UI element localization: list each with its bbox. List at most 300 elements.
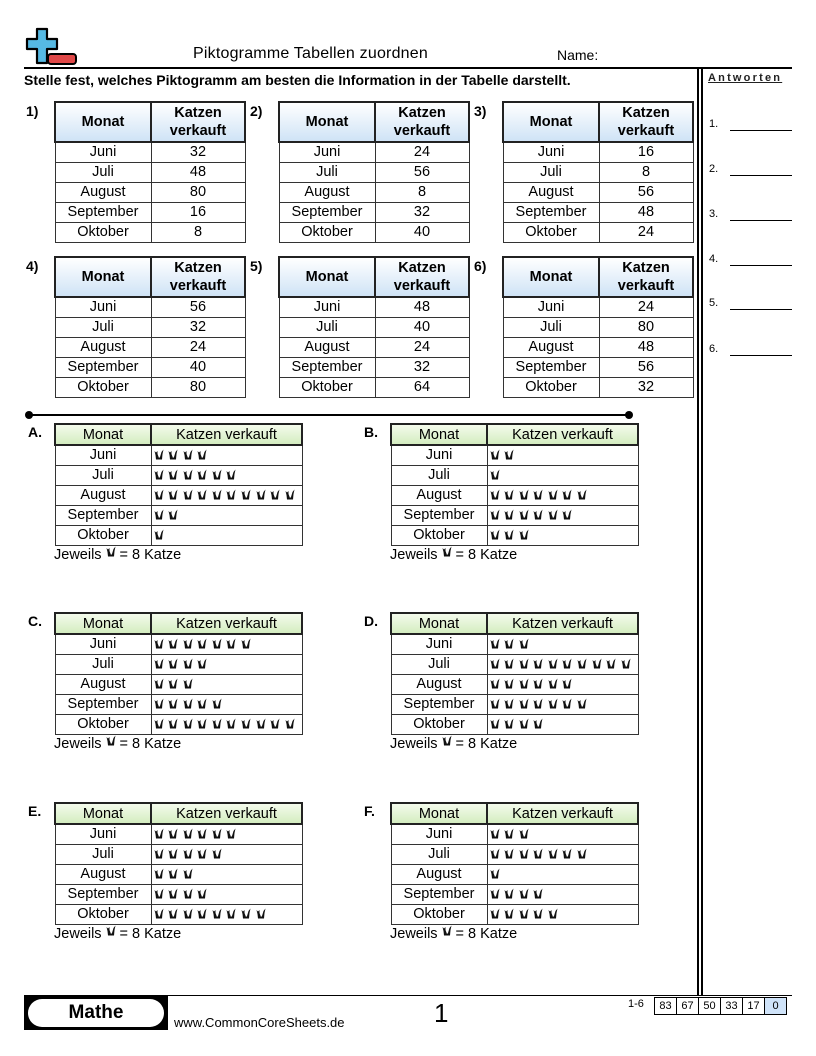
option-label: A. — [28, 424, 42, 440]
month-cell: September — [503, 202, 599, 222]
key-prefix: Jeweils — [54, 926, 102, 942]
cat-icon — [197, 828, 207, 839]
answer-blank[interactable] — [730, 220, 792, 221]
month-cell: Juli — [55, 317, 151, 337]
cat-icon — [168, 888, 178, 899]
table-row — [391, 654, 638, 674]
picto-cell — [151, 884, 302, 904]
table-row — [279, 182, 469, 202]
picto-cell — [151, 485, 302, 505]
cat-icon — [490, 848, 500, 859]
column-header-cats-sold — [599, 102, 693, 142]
table-header-row — [391, 803, 638, 824]
question-number: 5) — [250, 258, 263, 274]
picto-cell — [487, 864, 638, 884]
cat-icon — [154, 529, 164, 540]
data-table — [54, 256, 246, 398]
cat-icon — [183, 848, 193, 859]
value-cell: 24 — [375, 142, 469, 162]
cat-icon — [490, 638, 500, 649]
cat-icon — [533, 908, 543, 919]
month-cell: September — [391, 505, 487, 525]
cat-icon — [168, 868, 178, 879]
month-cell: Oktober — [503, 377, 599, 397]
question-number: 3) — [474, 103, 487, 119]
cat-icon — [154, 469, 164, 480]
cat-icon — [256, 908, 266, 919]
value-cell: 16 — [151, 202, 245, 222]
value-cell: 56 — [151, 297, 245, 317]
table-row — [55, 162, 245, 182]
cat-icon — [504, 449, 514, 460]
cat-icon — [183, 489, 193, 500]
key-suffix: = 8 Katze — [455, 547, 518, 563]
table-header-row — [279, 102, 469, 142]
column-header-cats-sold — [151, 257, 245, 297]
question-number: 1) — [26, 103, 39, 119]
cat-icon — [197, 718, 207, 729]
cat-icon — [197, 638, 207, 649]
cat-icon — [154, 868, 164, 879]
cat-icon — [168, 828, 178, 839]
site-url: www.CommonCoreSheets.de — [174, 1015, 345, 1030]
table-row — [391, 694, 638, 714]
cat-icon — [270, 489, 280, 500]
pictograph-table — [54, 612, 303, 735]
value-cell: 40 — [151, 357, 245, 377]
value-cell: 48 — [599, 202, 693, 222]
picto-cell — [151, 465, 302, 485]
month-cell: September — [391, 694, 487, 714]
cat-icon — [154, 678, 164, 689]
month-cell: Oktober — [503, 222, 599, 242]
column-header-cats-sold: Katzen verkauft — [487, 803, 638, 824]
month-cell: Juni — [391, 634, 487, 654]
value-cell: 64 — [375, 377, 469, 397]
cat-icon — [548, 509, 558, 520]
table-row — [55, 674, 302, 694]
cat-icon — [154, 718, 164, 729]
table-row — [55, 525, 302, 545]
cat-icon — [168, 449, 178, 460]
cat-icon — [226, 908, 236, 919]
answer-blank[interactable] — [730, 265, 792, 266]
table-row — [55, 377, 245, 397]
pictograph-table — [390, 612, 639, 735]
table-row — [279, 142, 469, 162]
cat-icon — [592, 658, 602, 669]
cat-icon — [197, 489, 207, 500]
score-cell: 67 — [676, 997, 699, 1015]
month-cell: Juni — [279, 142, 375, 162]
answer-blank[interactable] — [730, 309, 792, 310]
table-row — [55, 634, 302, 654]
answer-blank[interactable] — [730, 175, 792, 176]
picto-cell — [487, 654, 638, 674]
month-cell: Juni — [279, 297, 375, 317]
picto-cell — [151, 904, 302, 924]
table-header-row — [55, 257, 245, 297]
picto-cell — [487, 884, 638, 904]
picto-cell — [151, 694, 302, 714]
month-cell: Oktober — [391, 904, 487, 924]
cat-icon — [168, 848, 178, 859]
cat-icon — [562, 509, 572, 520]
month-cell: Oktober — [55, 377, 151, 397]
pictograph-key — [54, 546, 181, 563]
table-header-row — [391, 613, 638, 634]
month-cell: Oktober — [55, 904, 151, 924]
month-cell: August — [391, 864, 487, 884]
picto-cell — [487, 465, 638, 485]
cat-icon — [533, 489, 543, 500]
page-number: 1 — [434, 998, 449, 1028]
value-cell: 8 — [375, 182, 469, 202]
picto-cell — [487, 485, 638, 505]
month-cell: September — [55, 694, 151, 714]
cat-icon — [490, 718, 500, 729]
cat-icon — [183, 678, 193, 689]
month-cell: September — [279, 202, 375, 222]
table-row — [503, 297, 693, 317]
column-header-month: Monat — [55, 257, 151, 297]
instructions: Stelle fest, welches Piktogramm am besten die Information in der Tabelle darstellt. — [24, 72, 571, 88]
key-prefix: Jeweils — [54, 736, 102, 752]
cat-icon — [168, 698, 178, 709]
cat-icon — [212, 469, 222, 480]
cat-icon — [504, 828, 514, 839]
column-header-month: Monat — [55, 424, 151, 445]
month-cell: August — [279, 337, 375, 357]
month-cell: Juli — [503, 317, 599, 337]
picto-cell — [487, 844, 638, 864]
answer-row — [709, 297, 729, 309]
table-row — [391, 904, 638, 924]
answer-number: 1. — [709, 118, 719, 130]
answer-number: 5. — [709, 297, 719, 309]
cat-icon — [490, 658, 500, 669]
cat-icon — [212, 908, 222, 919]
cat-icon — [533, 658, 543, 669]
answer-column-divider — [697, 67, 703, 996]
cat-icon — [154, 828, 164, 839]
column-header-month: Monat — [279, 102, 375, 142]
header-line: verkauft — [617, 278, 675, 294]
cat-icon — [490, 908, 500, 919]
month-cell: Juli — [279, 162, 375, 182]
subject-badge — [24, 996, 168, 1030]
cat-icon — [168, 678, 178, 689]
cat-icon — [183, 449, 193, 460]
picto-cell — [487, 694, 638, 714]
cat-icon — [504, 908, 514, 919]
header-line: verkauft — [393, 123, 451, 139]
cat-icon — [562, 658, 572, 669]
key-prefix: Jeweils — [54, 547, 102, 563]
table-row — [55, 337, 245, 357]
table-row — [279, 337, 469, 357]
cat-icon — [548, 698, 558, 709]
cat-icon — [285, 489, 295, 500]
cat-icon — [504, 718, 514, 729]
picto-cell — [487, 634, 638, 654]
table-row — [279, 297, 469, 317]
cat-icon — [533, 888, 543, 899]
cat-icon — [168, 469, 178, 480]
column-header-month: Monat — [391, 424, 487, 445]
table-row — [55, 485, 302, 505]
cat-icon — [533, 698, 543, 709]
cat-icon — [490, 449, 500, 460]
table-row — [503, 377, 693, 397]
month-cell: Juli — [279, 317, 375, 337]
month-cell: August — [55, 674, 151, 694]
option-label: C. — [28, 613, 42, 629]
option-label: E. — [28, 803, 42, 819]
cat-icon — [577, 489, 587, 500]
header-line: verkauft — [393, 278, 451, 294]
column-header-cats-sold: Katzen verkauft — [487, 613, 638, 634]
cat-icon — [490, 828, 500, 839]
cat-icon — [154, 888, 164, 899]
cat-icon — [504, 698, 514, 709]
table-row — [279, 222, 469, 242]
cat-icon — [548, 848, 558, 859]
value-cell: 32 — [375, 357, 469, 377]
cat-icon — [183, 888, 193, 899]
month-cell: August — [503, 337, 599, 357]
cat-icon — [212, 828, 222, 839]
table-row — [391, 445, 638, 465]
column-header-month: Monat — [55, 613, 151, 634]
cat-icon — [577, 848, 587, 859]
cat-icon — [562, 678, 572, 689]
cat-icon — [154, 848, 164, 859]
cat-icon — [154, 638, 164, 649]
key-suffix: = 8 Katze — [119, 547, 182, 563]
cat-icon — [504, 509, 514, 520]
key-suffix: = 8 Katze — [119, 926, 182, 942]
picto-cell — [151, 674, 302, 694]
pictograph-table — [54, 802, 303, 925]
cat-icon — [183, 638, 193, 649]
cat-icon — [504, 638, 514, 649]
cat-icon — [197, 848, 207, 859]
column-header-cats-sold — [151, 102, 245, 142]
table-row — [279, 377, 469, 397]
cat-icon — [504, 848, 514, 859]
cat-icon — [490, 529, 500, 540]
table-row — [55, 142, 245, 162]
pictograph-key — [54, 925, 181, 942]
cat-icon — [442, 925, 452, 936]
month-cell: September — [503, 357, 599, 377]
month-cell: September — [391, 884, 487, 904]
pictograph-table — [54, 423, 303, 546]
table-row — [503, 357, 693, 377]
score-table — [655, 997, 787, 1015]
answer-blank[interactable] — [730, 355, 792, 356]
value-cell: 24 — [375, 337, 469, 357]
cat-icon — [183, 718, 193, 729]
cat-icon — [197, 449, 207, 460]
picto-cell — [487, 824, 638, 844]
score-cell: 17 — [742, 997, 765, 1015]
cat-icon — [504, 658, 514, 669]
column-header-cats-sold: Katzen verkauft — [151, 613, 302, 634]
cat-icon — [226, 718, 236, 729]
cat-icon — [197, 469, 207, 480]
cat-icon — [154, 698, 164, 709]
answer-blank[interactable] — [730, 130, 792, 131]
value-cell: 48 — [151, 162, 245, 182]
pictograph-key — [390, 925, 517, 942]
table-row — [55, 824, 302, 844]
cat-icon — [490, 489, 500, 500]
score-cell: 33 — [720, 997, 743, 1015]
table-row — [55, 694, 302, 714]
picto-cell — [151, 525, 302, 545]
cat-icon — [197, 908, 207, 919]
divider-dot — [625, 411, 633, 419]
table-row — [55, 714, 302, 734]
cat-icon — [183, 469, 193, 480]
table-row — [55, 202, 245, 222]
cat-icon — [168, 509, 178, 520]
value-cell: 56 — [375, 162, 469, 182]
answer-number: 6. — [709, 343, 719, 355]
cat-icon — [154, 509, 164, 520]
table-row — [55, 904, 302, 924]
cat-icon — [533, 509, 543, 520]
table-row — [391, 505, 638, 525]
cat-icon — [168, 658, 178, 669]
table-row — [55, 465, 302, 485]
value-cell: 32 — [599, 377, 693, 397]
section-divider — [28, 414, 630, 416]
cat-icon — [106, 925, 116, 936]
picto-cell — [151, 654, 302, 674]
cat-icon — [562, 698, 572, 709]
pictograph-table — [390, 802, 639, 925]
score-cell: 50 — [698, 997, 721, 1015]
month-cell: Juli — [391, 465, 487, 485]
month-cell: August — [279, 182, 375, 202]
value-cell: 24 — [599, 297, 693, 317]
column-header-month: Monat — [279, 257, 375, 297]
answers-title: Antworten — [708, 72, 783, 84]
value-cell: 32 — [375, 202, 469, 222]
value-cell: 8 — [599, 162, 693, 182]
table-row — [391, 525, 638, 545]
table-row — [279, 357, 469, 377]
column-header-month: Monat — [503, 102, 599, 142]
data-table — [278, 256, 470, 398]
month-cell: September — [55, 357, 151, 377]
table-row — [391, 485, 638, 505]
question-number: 2) — [250, 103, 263, 119]
subject-label: Mathe — [28, 999, 164, 1027]
cat-icon — [226, 828, 236, 839]
cat-icon — [548, 489, 558, 500]
cat-icon — [533, 678, 543, 689]
column-header-month: Monat — [391, 613, 487, 634]
month-cell: August — [55, 337, 151, 357]
table-header-row — [503, 102, 693, 142]
month-cell: Juni — [55, 297, 151, 317]
table-row — [55, 222, 245, 242]
table-header-row — [279, 257, 469, 297]
header-line: Katzen — [174, 105, 222, 121]
cat-icon — [519, 848, 529, 859]
cat-icon — [490, 888, 500, 899]
cat-icon — [241, 489, 251, 500]
value-cell: 48 — [375, 297, 469, 317]
column-header-cats-sold: Katzen verkauft — [151, 424, 302, 445]
key-suffix: = 8 Katze — [455, 736, 518, 752]
answer-row — [709, 253, 729, 265]
month-cell: Juni — [391, 824, 487, 844]
month-cell: Juni — [55, 142, 151, 162]
column-header-month: Monat — [55, 102, 151, 142]
month-cell: Juli — [503, 162, 599, 182]
cat-icon — [154, 658, 164, 669]
cat-icon — [168, 638, 178, 649]
value-cell: 32 — [151, 317, 245, 337]
option-label: D. — [364, 613, 378, 629]
month-cell: Juli — [391, 654, 487, 674]
month-cell: Juni — [55, 445, 151, 465]
cat-icon — [256, 718, 266, 729]
answer-row — [709, 163, 729, 175]
logo-icon — [24, 25, 80, 67]
cat-icon — [212, 638, 222, 649]
cat-icon — [212, 848, 222, 859]
cat-icon — [154, 908, 164, 919]
cat-icon — [577, 658, 587, 669]
cat-icon — [226, 469, 236, 480]
key-suffix: = 8 Katze — [119, 736, 182, 752]
cat-icon — [504, 678, 514, 689]
header-line: Katzen — [174, 260, 222, 276]
value-cell: 56 — [599, 357, 693, 377]
cat-icon — [183, 698, 193, 709]
cat-icon — [183, 828, 193, 839]
month-cell: Juli — [55, 465, 151, 485]
cat-icon — [548, 908, 558, 919]
data-table — [54, 101, 246, 243]
table-header-row — [503, 257, 693, 297]
table-row — [55, 297, 245, 317]
picto-cell — [487, 904, 638, 924]
picto-cell — [151, 864, 302, 884]
header-line: verkauft — [169, 278, 227, 294]
cat-icon — [548, 658, 558, 669]
value-cell: 40 — [375, 222, 469, 242]
cat-icon — [285, 718, 295, 729]
table-row — [279, 317, 469, 337]
score-cell: 0 — [764, 997, 787, 1015]
cat-icon — [106, 546, 116, 557]
month-cell: Juni — [503, 297, 599, 317]
value-cell: 80 — [151, 182, 245, 202]
month-cell: August — [55, 182, 151, 202]
month-cell: Juni — [503, 142, 599, 162]
cat-icon — [154, 489, 164, 500]
pictograph-key — [390, 546, 517, 563]
value-cell: 8 — [151, 222, 245, 242]
picto-cell — [151, 824, 302, 844]
